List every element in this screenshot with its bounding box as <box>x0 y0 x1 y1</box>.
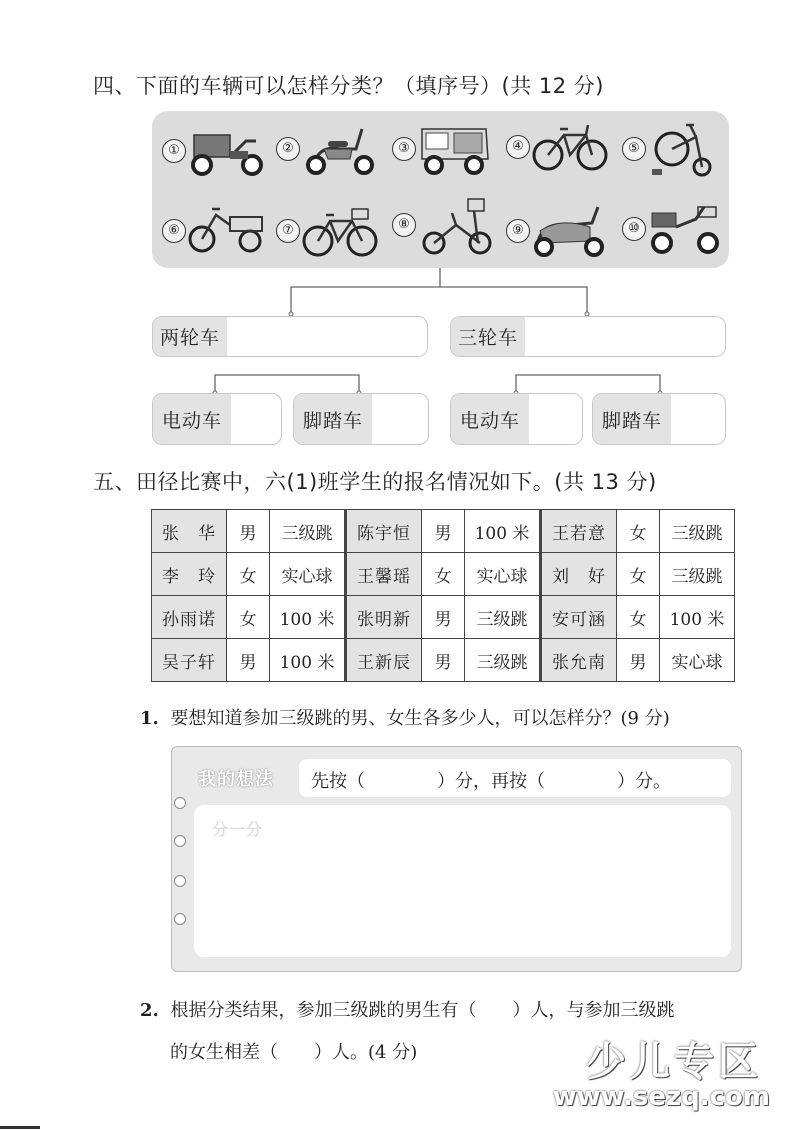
student-name-cell: 孙雨诺 <box>152 596 227 639</box>
vehicle-number: ② <box>276 137 300 161</box>
event-cell: 三级跳 <box>465 639 541 682</box>
two-wheel-pedal-slot[interactable] <box>374 396 424 442</box>
my-idea-label: 我的想法 <box>198 769 274 790</box>
pedal-label: 脚踏车 <box>593 394 671 444</box>
gender-cell: 女 <box>617 553 660 596</box>
three-wheel-answer-slot[interactable] <box>527 319 721 354</box>
student-name-cell: 王馨瑶 <box>346 553 422 596</box>
vehicle-number: ⑩ <box>622 217 646 241</box>
event-cell: 三级跳 <box>660 510 735 553</box>
gender-cell: 女 <box>617 510 660 553</box>
table-row <box>152 639 735 682</box>
gender-cell: 男 <box>617 639 660 682</box>
student-name-cell: 王若意 <box>541 510 617 553</box>
binder-hole <box>174 797 186 809</box>
question-2-line-2 <box>170 1038 417 1064</box>
vehicle-number: ⑥ <box>162 219 186 243</box>
event-cell: 100 米 <box>270 596 346 639</box>
watermark-url: www.sezq.com <box>552 1082 770 1112</box>
event-cell: 实心球 <box>465 553 541 596</box>
gender-cell: 男 <box>422 510 465 553</box>
two-wheel-electric-box <box>152 393 282 445</box>
event-cell: 100 米 <box>660 596 735 639</box>
event-cell: 实心球 <box>660 639 735 682</box>
vehicle-number: ③ <box>392 137 416 161</box>
three-wheel-pedal-box <box>592 393 726 445</box>
table-row <box>152 596 735 639</box>
student-name-cell: 张 华 <box>152 510 227 553</box>
divide-label: 分一分 <box>212 820 264 839</box>
table-row <box>152 553 735 596</box>
gender-cell: 男 <box>227 639 270 682</box>
binder-hole <box>174 875 186 887</box>
vehicle-number: ④ <box>506 135 530 159</box>
student-name-cell: 安可涵 <box>541 596 617 639</box>
vehicle-number: ① <box>162 139 186 163</box>
gender-cell: 女 <box>227 596 270 639</box>
page-edge-mark <box>0 1126 40 1129</box>
three-wheel-electric-box <box>450 393 583 445</box>
binder-hole <box>174 835 186 847</box>
two-wheel-box <box>152 316 428 357</box>
two-wheel-pedal-box <box>293 393 429 445</box>
student-name-cell: 张允南 <box>541 639 617 682</box>
gender-cell: 男 <box>422 596 465 639</box>
binder-hole <box>174 913 186 925</box>
section5-title: 五、田径比赛中，六(1)班学生的报名情况如下。(共 13 分) <box>93 470 657 494</box>
two-wheel-electric-slot[interactable] <box>233 396 277 442</box>
my-idea-panel <box>171 746 742 972</box>
gender-cell: 男 <box>422 639 465 682</box>
electric-label: 电动车 <box>451 394 529 444</box>
vehicle-number: ⑦ <box>276 219 300 243</box>
student-name-cell: 刘 好 <box>541 553 617 596</box>
my-idea-answer-area[interactable] <box>299 759 731 797</box>
student-name-cell: 李 玲 <box>152 553 227 596</box>
classification-tree-lines <box>0 0 800 420</box>
student-name-cell: 陈宇恒 <box>346 510 422 553</box>
section4-title: 四、下面的车辆可以怎样分类？（填序号）(共 12 分) <box>93 74 604 98</box>
question-2-text-1: 根据分类结果，参加三级跳的男生有（ ）人，与参加三级跳 <box>170 1000 675 1021</box>
event-cell: 三级跳 <box>270 510 346 553</box>
divide-answer-area[interactable] <box>194 805 731 957</box>
table-row <box>152 510 735 553</box>
vehicle-number: ⑤ <box>622 137 646 161</box>
student-name-cell: 吴子轩 <box>152 639 227 682</box>
question-2-text-2: 的女生相差（ ）人。(4 分) <box>170 1042 418 1063</box>
question-1-number: 1. <box>140 708 159 729</box>
electric-label: 电动车 <box>153 394 231 444</box>
question-2-number: 2. <box>140 1000 159 1021</box>
watermark-brand: 少儿专区 <box>586 1039 762 1085</box>
two-wheel-answer-slot[interactable] <box>229 319 423 354</box>
gender-cell: 女 <box>422 553 465 596</box>
gender-cell: 男 <box>227 510 270 553</box>
event-cell: 实心球 <box>270 553 346 596</box>
event-cell: 100 米 <box>270 639 346 682</box>
vehicle-number: ⑧ <box>392 213 416 237</box>
pedal-label: 脚踏车 <box>294 394 372 444</box>
gender-cell: 女 <box>617 596 660 639</box>
question-2-line-1 <box>140 996 675 1022</box>
event-cell: 三级跳 <box>465 596 541 639</box>
three-wheel-label: 三轮车 <box>451 317 525 356</box>
student-name-cell: 张明新 <box>346 596 422 639</box>
signup-table <box>151 509 735 682</box>
question-1 <box>140 704 670 730</box>
three-wheel-box <box>450 316 726 357</box>
question-1-text: 要想知道参加三级跳的男、女生各多少人，可以怎样分？(9 分) <box>170 708 670 729</box>
three-wheel-electric-slot[interactable] <box>531 396 578 442</box>
three-wheel-pedal-slot[interactable] <box>673 396 721 442</box>
event-cell: 100 米 <box>465 510 541 553</box>
two-wheel-label: 两轮车 <box>153 317 227 356</box>
my-idea-text: 先按（ ）分，再按（ ）分。 <box>311 771 671 792</box>
vehicle-number: ⑨ <box>506 219 530 243</box>
gender-cell: 女 <box>227 553 270 596</box>
student-name-cell: 王新辰 <box>346 639 422 682</box>
event-cell: 三级跳 <box>660 553 735 596</box>
